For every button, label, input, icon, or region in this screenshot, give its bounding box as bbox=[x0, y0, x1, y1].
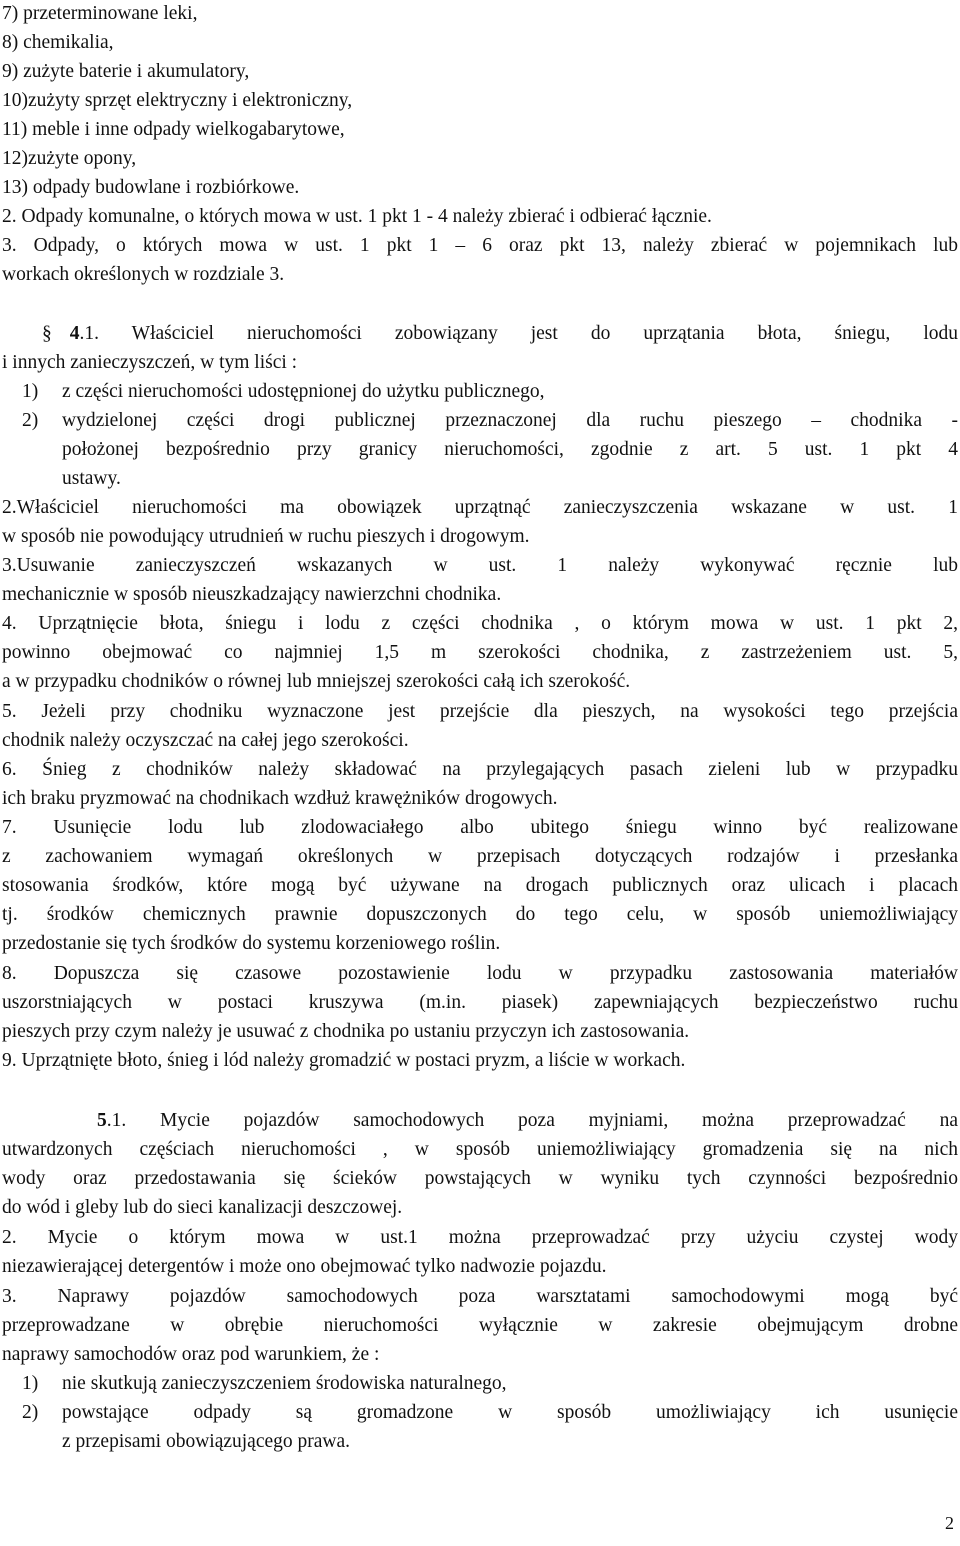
paragraph-line: ich braku pryzmować na chodnikach wzdłuż krawężników drogowych. bbox=[2, 788, 558, 809]
paragraph-line: workach określonych w rozdziale 3. bbox=[2, 264, 285, 285]
paragraph-line: z zachowaniem wymagań określonych w przepisach dotyczących rodzajów i przesłanka bbox=[2, 846, 958, 867]
paragraph-line: utwardzonych częściach nieruchomości , w sposób uniemożliwiający gromadzenia się na nich bbox=[2, 1139, 958, 1160]
paragraph: 9. Uprzątnięte błoto, śnieg i lód należy gromadzić w postaci pryzm, a liście w workach. bbox=[2, 1050, 686, 1071]
list-number: 1) bbox=[22, 381, 39, 402]
list-item: 12)zużyte opony, bbox=[2, 148, 137, 169]
list-item: 11) meble i inne odpady wielkogabarytowe, bbox=[2, 119, 345, 140]
section-4-heading-line: § 4.1. Właściciel nieruchomości zobowiązany jest do uprzątania błota, śniegu, lodu bbox=[42, 323, 958, 344]
paragraph-line: tj. środków chemicznych prawnie dopuszczonych do tego celu, w sposób uniemożliwiający bbox=[2, 904, 958, 925]
paragraph-line: 5. Jeżeli przy chodniku wyznaczone jest przejście dla pieszych, na wysokości tego przejścia bbox=[2, 701, 958, 722]
paragraph-line: i innych zanieczyszczeń, w tym liści : bbox=[2, 352, 298, 373]
paragraph-line: 4. Uprzątnięcie błota, śniegu i lodu z części chodnika , o którym mowa w ust. 1 pkt 2, bbox=[2, 613, 958, 634]
paragraph-line: mechanicznie w sposób nieuszkadzający nawierzchni chodnika. bbox=[2, 584, 502, 605]
paragraph-line: 6. Śnieg z chodników należy składować na przylegających pasach zieleni lub w przypadku bbox=[2, 759, 958, 780]
page-number: 2 bbox=[945, 1513, 954, 1533]
paragraph-line: powinno obejmować co najmniej 1,5 m szerokości chodnika, z zastrzeżeniem ust. 5, bbox=[2, 642, 958, 663]
paragraph-line: a w przypadku chodników o równej lub mniejszej szerokości całą ich szerokość. bbox=[2, 671, 631, 692]
section-number: 4 bbox=[69, 323, 80, 344]
paragraph-line: 7. Usunięcie lodu lub zlodowaciałego albo ubitego śniegu winno być realizowane bbox=[2, 817, 958, 838]
section-sign: § bbox=[42, 323, 52, 344]
paragraph-line: wody oraz przedostawania się ścieków powstających w wyniku tych czynności bezpośrednio bbox=[2, 1168, 958, 1189]
paragraph-line: niezawierającej detergentów i może ono obejmować tylko nadwozie pojazdu. bbox=[2, 1256, 607, 1277]
paragraph-line: 3. Naprawy pojazdów samochodowych poza warsztatami samochodowymi mogą być bbox=[2, 1286, 958, 1307]
paragraph-line: 2. Mycie o którym mowa w ust.1 można przeprowadzać przy użyciu czystej wody bbox=[2, 1227, 958, 1248]
paragraph-line: uszorstniających w postaci kruszywa (m.in. piasek) zapewniających bezpieczeństwo ruchu bbox=[2, 992, 958, 1013]
paragraph: 2. Odpady komunalne, o których mowa w ust. 1 pkt 1 - 4 należy zbierać i odbierać łącznie. bbox=[2, 206, 712, 227]
list-item: 10)zużyty sprzęt elektryczny i elektroniczny, bbox=[2, 90, 353, 111]
list-item-line: ustawy. bbox=[62, 468, 121, 489]
paragraph-line: 3.Usuwanie zanieczyszczeń wskazanych w ust. 1 należy wykonywać ręcznie lub bbox=[2, 555, 958, 576]
list-item-line: położonej bezpośrednio przy granicy nieruchomości, zgodnie z art. 5 ust. 1 pkt 4 bbox=[62, 439, 958, 460]
list-number: 2) bbox=[22, 410, 39, 431]
paragraph-line: do wód i gleby lub do sieci kanalizacji deszczowej. bbox=[2, 1197, 403, 1218]
list-item: 7) przeterminowane leki, bbox=[2, 3, 198, 24]
section-5-heading-line: 5.1. Mycie pojazdów samochodowych poza myjniami, można przeprowadzać na bbox=[97, 1110, 958, 1131]
paragraph-line: 2.Właściciel nieruchomości ma obowiązek uprzątnąć zanieczyszczenia wskazane w ust. 1 bbox=[2, 497, 958, 518]
paragraph-line: 8. Dopuszcza się czasowe pozostawienie lodu w przypadku zastosowania materiałów bbox=[2, 963, 958, 984]
list-item-line: z przepisami obowiązującego prawa. bbox=[62, 1431, 351, 1452]
list-number: 2) bbox=[22, 1402, 39, 1423]
paragraph-line: stosowania środków, które mogą być używane na drogach publicznych oraz ulicach i placach bbox=[2, 875, 958, 896]
list-item: 8) chemikalia, bbox=[2, 32, 114, 53]
paragraph-line: w sposób nie powodujący utrudnień w ruchu pieszych i drogowym. bbox=[2, 526, 530, 547]
paragraph-line: naprawy samochodów oraz pod warunkiem, że : bbox=[2, 1344, 380, 1365]
list-item: 9) zużyte baterie i akumulatory, bbox=[2, 61, 250, 82]
list-item: z części nieruchomości udostępnionej do użytku publicznego, bbox=[62, 381, 545, 402]
list-item: powstające odpady są gromadzone w sposób umożliwiający ich usunięcie bbox=[62, 1402, 958, 1423]
list-item: nie skutkują zanieczyszczeniem środowiska naturalnego, bbox=[62, 1373, 507, 1394]
paragraph-line: przedostanie się tych środków do systemu korzeniowego roślin. bbox=[2, 933, 501, 954]
list-item: wydzielonej części drogi publicznej przeznaczonej dla ruchu pieszego – chodnika - bbox=[62, 410, 958, 431]
paragraph-line: pieszych przy czym należy je usuwać z chodnika po ustaniu przyczyn ich zastosowania. bbox=[2, 1021, 690, 1042]
list-number: 1) bbox=[22, 1373, 39, 1394]
paragraph-line: chodnik należy oczyszczać na całej jego szerokości. bbox=[2, 730, 409, 751]
section-number: 5 bbox=[97, 1110, 107, 1131]
paragraph-line: 3. Odpady, o których mowa w ust. 1 pkt 1 – 6 oraz pkt 13, należy zbierać w pojemnikach lub bbox=[2, 235, 958, 256]
list-item: 13) odpady budowlane i rozbiórkowe. bbox=[2, 177, 300, 198]
paragraph-line: przeprowadzane w obrębie nieruchomości wyłącznie w zakresie obejmującym drobne bbox=[2, 1315, 958, 1336]
